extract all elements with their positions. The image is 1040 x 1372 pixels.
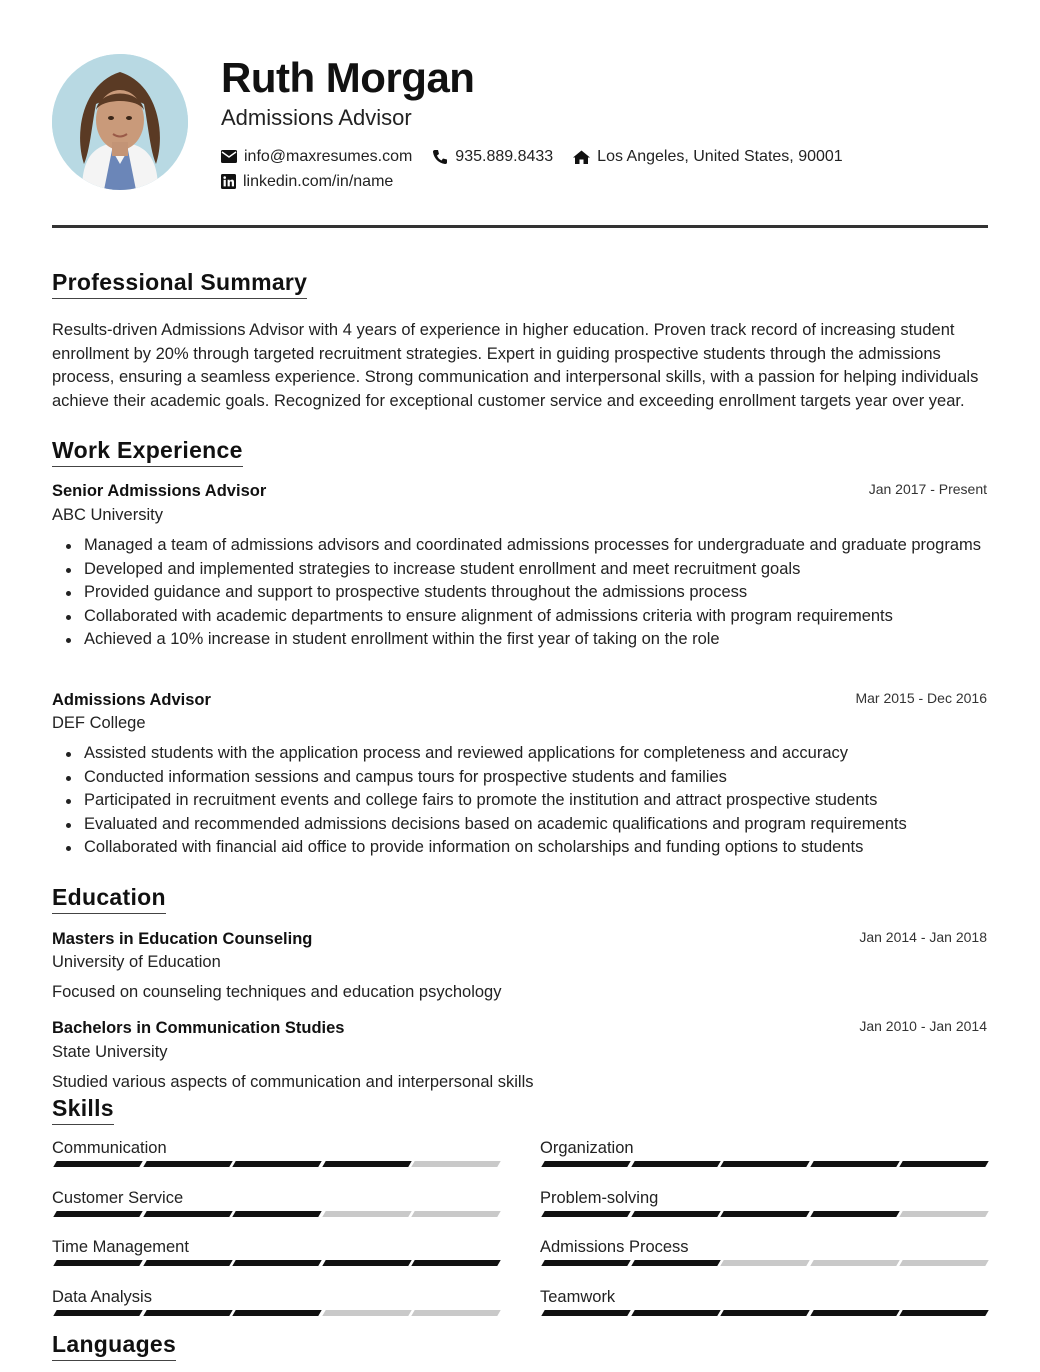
job-bullets [52,534,988,652]
skill-segment-filled [53,1161,142,1167]
job-bullets [52,742,988,860]
envelope-icon [221,150,237,163]
skill-level-bar [52,1260,500,1266]
list-item: Developed and implemented strategies to increase student enrollment and meet recruitment goals [84,558,988,582]
skill-item [52,1238,500,1282]
skill-segment-filled [810,1310,899,1316]
skill-segment-filled [232,1310,321,1316]
skill-name: Organization [540,1139,634,1157]
skill-segment-filled [631,1260,720,1266]
job-date: Mar 2015 - Dec 2016 [855,690,987,706]
skill-segment-filled [232,1260,321,1266]
job-date: Jan 2017 - Present [868,481,987,497]
list-item: Conducted information sessions and campus tours for prospective students and families [84,766,988,790]
skill-name: Data Analysis [52,1287,152,1306]
email-text: info@maxresumes.com [244,147,413,165]
skill-segment-empty [412,1161,501,1167]
skill-segment-filled [631,1161,720,1167]
skill-segment-filled [541,1310,630,1316]
linkedin-text: linkedin.com/in/name [243,172,394,190]
summary-heading: Professional Summary [52,268,307,299]
skill-segment-filled [541,1211,630,1217]
skill-segment-filled [143,1260,232,1266]
skill-segment-filled [53,1260,142,1266]
email-item[interactable] [221,148,412,166]
skill-segment-filled [810,1211,899,1217]
skill-segment-filled [232,1211,321,1217]
resume-page [52,0,988,1372]
skill-segment-filled [412,1260,501,1266]
skill-segment-filled [322,1260,411,1266]
skill-item [540,1288,988,1332]
skill-segment-filled [53,1211,142,1217]
skill-item [52,1189,500,1233]
skill-segment-filled [143,1161,232,1167]
skill-name: Problem-solving [540,1188,659,1207]
skill-segment-filled [322,1161,411,1167]
skill-item [540,1139,988,1183]
list-item: Achieved a 10% increase in student enrollment within the first year of taking on the role [84,628,988,652]
skill-name: Admissions Process [540,1238,689,1256]
skill-level-bar [52,1211,500,1217]
skill-segment-filled [900,1161,989,1167]
skill-segment-empty [900,1260,989,1266]
list-item: Evaluated and recommended admissions decisions based on academic qualifications and program requirements [84,813,988,837]
education-date: Jan 2014 - Jan 2018 [859,929,987,945]
skill-segment-filled [631,1211,720,1217]
skill-segment-empty [412,1211,501,1217]
school-name: University of Education [52,953,221,971]
skill-name: Customer Service [52,1188,184,1207]
work-heading: Work Experience [52,436,243,467]
skill-segment-filled [900,1310,989,1316]
skill-segment-filled [143,1211,232,1217]
skill-segment-filled [720,1310,809,1316]
home-icon [573,150,590,164]
phone-icon [432,149,448,165]
resume-header [52,54,988,194]
candidate-title: Admissions Advisor [221,105,412,130]
skill-segment-empty [810,1260,899,1266]
skill-segment-empty [720,1260,809,1266]
job-organization: ABC University [52,506,163,524]
skill-item [540,1189,988,1233]
skill-segment-filled [720,1161,809,1167]
skill-level-bar [540,1161,988,1167]
job-organization: DEF College [52,714,146,732]
skill-item [540,1238,988,1282]
phone-item[interactable] [432,148,553,166]
skill-name: Time Management [52,1238,189,1256]
skill-segment-empty [412,1310,501,1316]
skill-item [52,1139,500,1183]
skill-level-bar [540,1211,988,1217]
skill-level-bar [52,1310,500,1316]
skill-segment-filled [810,1161,899,1167]
candidate-name: Ruth Morgan [221,54,475,101]
skill-segment-filled [631,1310,720,1316]
skill-level-bar [540,1260,988,1266]
location-item [573,148,843,166]
linkedin-item[interactable] [221,173,393,191]
skill-segment-empty [322,1310,411,1316]
list-item: Collaborated with financial aid office to provide information on scholarships and funding options to students [84,836,988,860]
education-heading: Education [52,883,166,914]
skill-level-bar [540,1310,988,1316]
list-item: Managed a team of admissions advisors and coordinated admissions processes for undergraduate and graduate programs [84,534,988,558]
avatar [52,54,188,190]
skill-segment-filled [720,1211,809,1217]
job-title: Admissions Advisor [52,691,211,709]
list-item: Collaborated with academic departments to ensure alignment of admissions criteria with program requirements [84,605,988,629]
skill-segment-empty [322,1211,411,1217]
linkedin-icon [221,174,236,189]
contact-info [221,144,981,194]
education-date: Jan 2010 - Jan 2014 [859,1018,987,1034]
education-description: Focused on counseling techniques and education psychology [52,983,502,1001]
skill-name: Communication [52,1139,167,1157]
summary-text: Results-driven Admissions Advisor with 4 years of experience in higher education. Proven track record of increasing student enrollment by 20% through targeted recruitment strategies. Expert in guiding prospective students through the admissions process, ensuring a seamless experience. Strong communication and interpersonal skills, with a passion for helping individuals achieve their academic goals. Recognized for exceptional customer service and exceeding enrollment targets year over year. [52,321,979,410]
job-title: Senior Admissions Advisor [52,482,267,500]
list-item: Assisted students with the application process and reviewed applications for completeness and accuracy [84,742,988,766]
degree-title: Bachelors in Communication Studies [52,1019,345,1037]
location-text: Los Angeles, United States, 90001 [597,147,843,165]
degree-title: Masters in Education Counseling [52,930,313,948]
header-divider [52,225,988,228]
skill-level-bar [52,1161,500,1167]
skill-segment-filled [541,1161,630,1167]
skill-segment-filled [232,1161,321,1167]
skill-segment-filled [53,1310,142,1316]
skill-segment-empty [900,1211,989,1217]
list-item: Participated in recruitment events and college fairs to promote the institution and attract prospective students [84,789,988,813]
school-name: State University [52,1043,168,1061]
languages-heading: Languages [52,1330,176,1361]
phone-text: 935.889.8433 [455,147,554,165]
skill-name: Teamwork [540,1287,616,1306]
skills-heading: Skills [52,1094,114,1125]
list-item: Provided guidance and support to prospective students throughout the admissions process [84,581,988,605]
skill-item [52,1288,500,1332]
skill-segment-filled [541,1260,630,1266]
education-description: Studied various aspects of communication and interpersonal skills [52,1073,534,1091]
skill-segment-filled [143,1310,232,1316]
profile-photo [52,54,188,190]
